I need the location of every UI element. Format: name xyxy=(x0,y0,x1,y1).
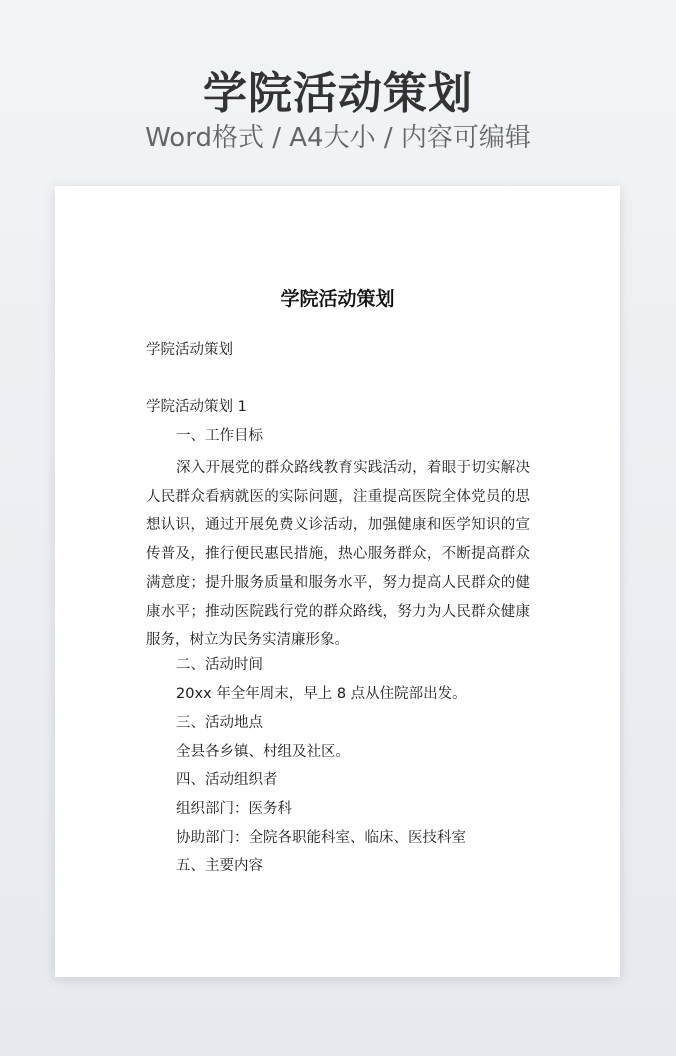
document-title: 学院活动策划 xyxy=(280,288,395,310)
organizer-text: 组织部门：医务科 xyxy=(176,801,292,817)
section-heading-organizer: 四、活动组织者 xyxy=(176,772,278,788)
goals-paragraph: 深入开展党的群众路线教育实践活动，着眼于切实解决人民群众看病就医的实际问题，注重提高医院全体党员的思想认识，通过开展免费义诊活动，加强健康和医学知识的宣传普及，推行便民惠民措施，热心服务群众，不断提高群众满意度；提升服务质量和服务水平，努力提高人民群众的健康水平；推动医院践行党的群众路线，努力为人民群众健康服务，树立为民务实清廉形象。 xyxy=(146,460,530,649)
document-page xyxy=(55,186,620,977)
banner-subtitle: Word格式 / A4大小 / 内容可编辑 xyxy=(145,123,531,153)
assistant-text: 协助部门：全院各职能科室、临床、医技科室 xyxy=(176,830,466,846)
heading-line: 学院活动策划 1 xyxy=(146,399,247,415)
section-heading-time: 二、活动时间 xyxy=(176,657,263,673)
section-heading-goals: 一、工作目标 xyxy=(176,428,263,444)
section-heading-location: 三、活动地点 xyxy=(176,715,263,731)
time-text: 20xx 年全年周末，早上 8 点从住院部出发。 xyxy=(176,686,467,702)
location-text: 全县各乡镇、村组及社区。 xyxy=(176,744,350,760)
section-heading-content: 五、主要内容 xyxy=(176,858,263,874)
intro-line: 学院活动策划 xyxy=(146,342,233,358)
banner-title: 学院活动策划 xyxy=(203,68,473,119)
